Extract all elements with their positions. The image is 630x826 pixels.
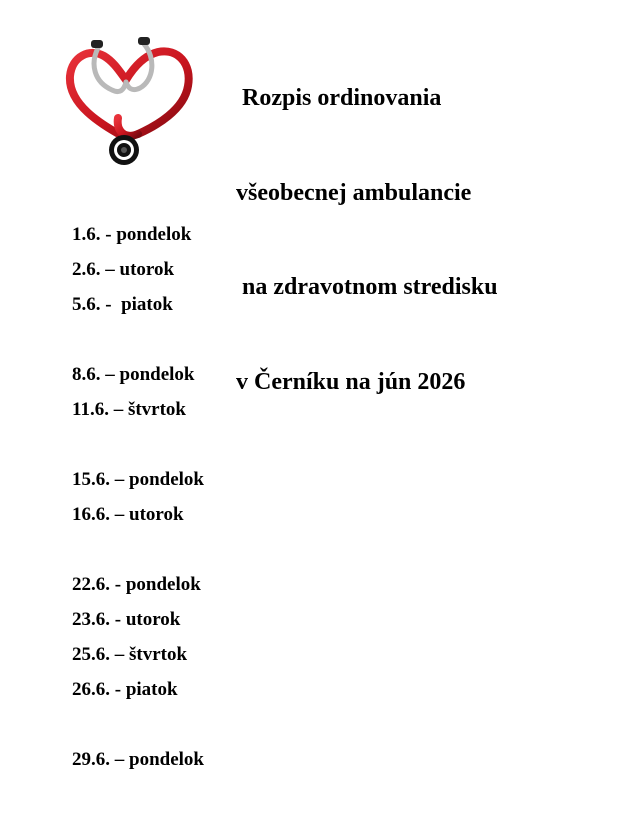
title-line: Rozpis ordinovania <box>236 85 442 111</box>
schedule-entry: 8.6. – pondelok <box>72 364 195 385</box>
schedule-entry: 11.6. – štvrtok <box>72 399 186 420</box>
schedule-entry: 15.6. – pondelok <box>72 469 204 490</box>
schedule-entry: 22.6. - pondelok <box>72 574 201 595</box>
title-line: v Černíku na jún 2026 <box>236 368 466 395</box>
stethoscope-heart-icon <box>60 34 198 174</box>
schedule-entry: 5.6. - piatok <box>72 294 173 315</box>
page-title <box>236 20 498 430</box>
schedule-entry: 26.6. - piatok <box>72 679 178 700</box>
schedule-entry: 29.6. – pondelok <box>72 749 204 770</box>
schedule-entry: 2.6. – utorok <box>72 259 175 280</box>
title-line: na zdravotnom stredisku <box>236 274 498 300</box>
schedule-entry: 16.6. – utorok <box>72 504 184 525</box>
schedule-list <box>72 222 204 782</box>
schedule-entry: 1.6. - pondelok <box>72 224 192 245</box>
title-line: všeobecnej ambulancie <box>236 179 472 206</box>
schedule-entry: 23.6. - utorok <box>72 609 181 630</box>
schedule-entry: 25.6. – štvrtok <box>72 644 188 665</box>
